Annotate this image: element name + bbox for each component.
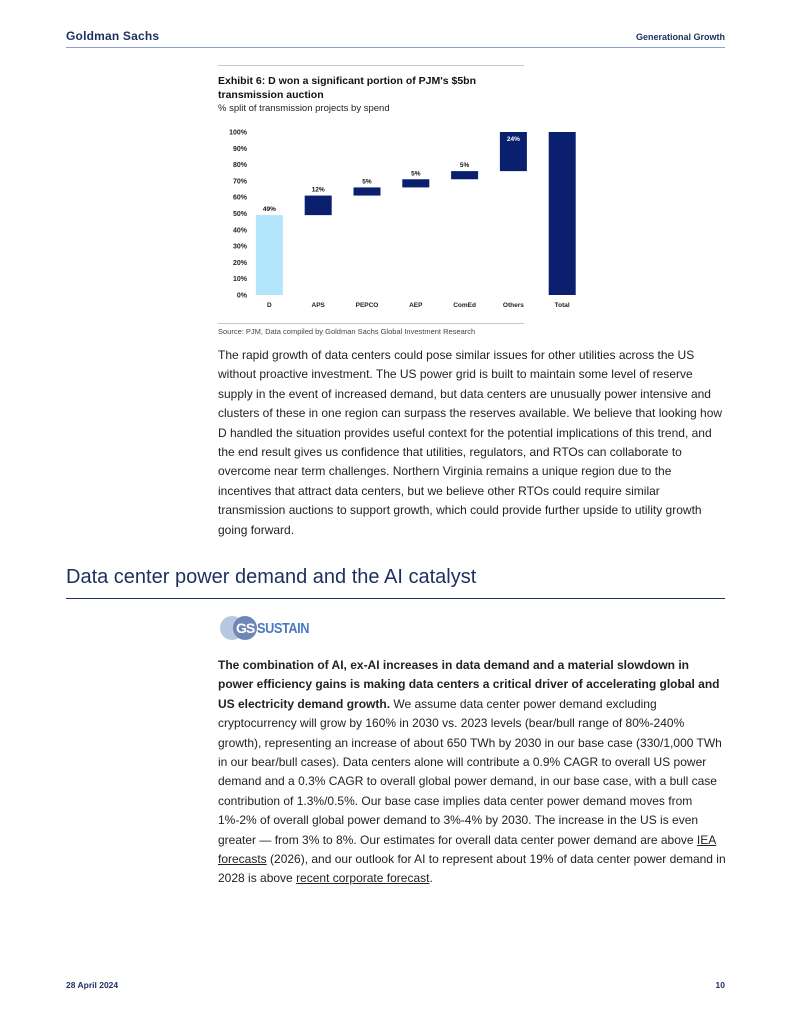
bar-pepco xyxy=(354,187,381,195)
data-label: 5% xyxy=(362,178,372,186)
logo-gs-text: GS xyxy=(236,620,255,636)
x-tick-label: APS xyxy=(311,302,325,309)
x-tick-label: ComEd xyxy=(453,302,476,309)
data-label: 5% xyxy=(411,170,421,178)
bar-comed xyxy=(451,171,478,179)
logo-sustain-text: SUSTAIN xyxy=(257,620,310,637)
paragraph-text: The rapid growth of data centers could pose similar issues for other utilities across the US without proactive investment. The US power grid is built to maintain some level of reserve supply in the event of increased demand, but data centers are unusually power intensive and clusters of these in one region can surpass the reserves available. We believe that looking how D handled the situation provides useful context for the potential implications of this trend, and the end result gives us confidence that utilities, regulators, and RTOs can collaborate to overcome near term challenges. Northern Virginia remains a unique region due to the incentives that attract data centers, but we believe other RTOs could require similar transmission auctions to support growth, which could provide further upside to utility growth going forward. xyxy=(218,348,723,537)
exhibit-subtitle: % split of transmission projects by spend xyxy=(218,103,390,114)
data-label: 5% xyxy=(459,162,470,170)
iea-forecasts-link[interactable]: IEA forecasts xyxy=(218,832,717,867)
x-tick-label: AEP xyxy=(409,302,423,309)
page-number: 10 xyxy=(715,980,725,990)
data-label: 24% xyxy=(506,136,520,143)
y-tick-label: 40% xyxy=(232,227,247,235)
body-paragraph-2 xyxy=(218,656,726,889)
section-heading: Data center power demand and the AI catalyst xyxy=(66,566,477,588)
paragraph-body-3: . xyxy=(429,871,433,886)
y-tick-label: 80% xyxy=(232,162,247,170)
waterfall-chart xyxy=(218,122,570,318)
corporate-forecast-link[interactable]: recent corporate forecast xyxy=(296,871,430,886)
footer-date: 28 April 2024 xyxy=(66,980,119,990)
data-label: 12% xyxy=(311,186,325,194)
lead-sentence: The combination of AI, ex-AI increases in data demand and a material slowdown in power efficiency gains is making data centers a critical driver of accelerating global and US electricity demand growth. xyxy=(218,658,720,711)
x-tick-label: Total xyxy=(554,302,570,309)
y-tick-label: 0% xyxy=(236,292,247,300)
paragraph-body-1: We assume data center power demand excluding cryptocurrency will grow by 160% in 2030 vs. 2023 levels (bear/bull range of 80%-240% growth), representing an increase of about 650 TWh by 2030 in our base case (330/1,000 TWh in our bear/bull cases). Data centers alone will contribute a 0.9% CAGR to overall US power demand and a 0.3% CAGR to overall global power demand, in our base case, with a bull case contribution of 1.3%/0.5%. Our base case implies data center power demand moves from 1%-2% of overall global power demand to 3%-4% by 2030. The increase in the US is even greater — from 3% to 8%. Our estimates for overall data center power demand are above xyxy=(218,696,722,847)
section-divider xyxy=(66,598,725,599)
bar-d xyxy=(256,215,283,295)
y-tick-label: 10% xyxy=(232,276,247,284)
y-tick-label: 50% xyxy=(232,211,247,218)
y-tick-label: 20% xyxy=(232,259,247,267)
data-label: 49% xyxy=(262,206,276,214)
y-tick-label: 90% xyxy=(232,145,247,153)
bar-total xyxy=(549,132,576,295)
exhibit-bottom-rule xyxy=(218,323,524,324)
report-title: Generational Growth xyxy=(635,32,725,42)
body-paragraph-1 xyxy=(218,346,726,540)
paragraph-body-2: (2026), and our outlook for AI to represent about 19% of data center power demand in 2028 is above xyxy=(218,852,726,886)
y-tick-label: 60% xyxy=(232,194,247,202)
exhibit-source: Source: PJM, Data compiled by Goldman Sachs Global Investment Research xyxy=(218,327,476,336)
header-divider xyxy=(66,47,725,48)
bar-aep xyxy=(402,179,429,187)
x-tick-label: D xyxy=(267,302,272,309)
x-tick-label: PEPCO xyxy=(355,302,379,309)
y-tick-label: 100% xyxy=(229,129,247,137)
y-tick-label: 30% xyxy=(232,243,247,251)
bar-aps xyxy=(305,196,332,216)
paragraph-text-2 xyxy=(218,656,726,889)
exhibit-heading xyxy=(218,66,524,115)
gs-sustain-logo xyxy=(220,614,340,642)
y-tick-label: 70% xyxy=(232,178,247,186)
exhibit-title: Exhibit 6: D won a significant portion of PJM's $5bn transmission auction xyxy=(218,75,477,101)
brand-name: Goldman Sachs xyxy=(66,29,160,43)
x-tick-label: Others xyxy=(502,302,524,309)
